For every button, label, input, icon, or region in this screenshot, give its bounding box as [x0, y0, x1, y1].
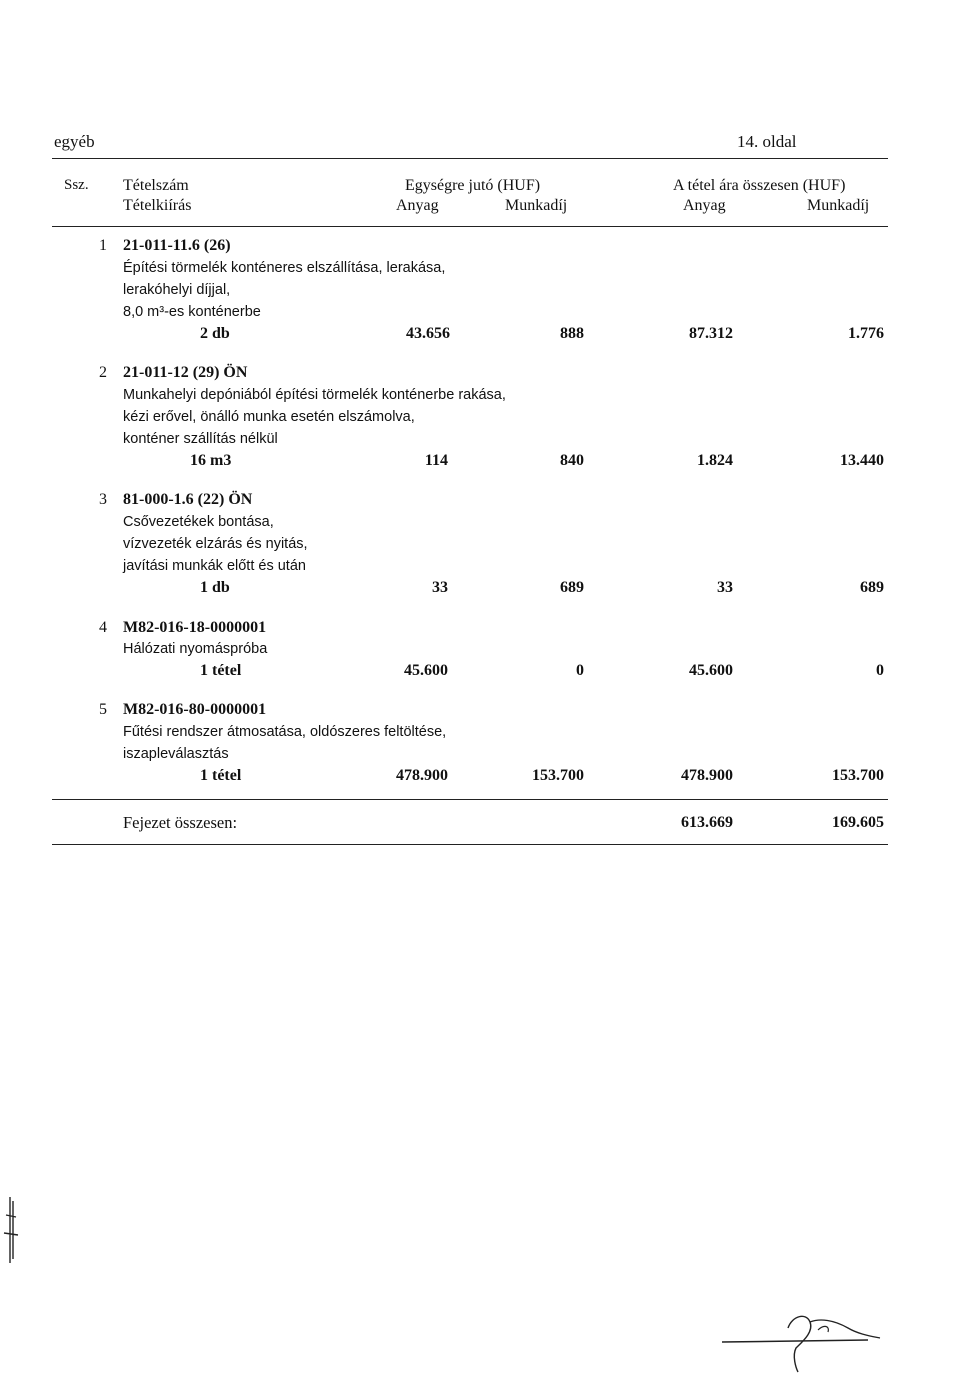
item-description-line: kézi erővel, önálló munka esetén elszámolva,	[123, 409, 415, 425]
total-munkadij-value: 1.776	[848, 325, 884, 342]
item-description-line: Hálózati nyomáspróba	[123, 641, 268, 657]
unit-munkadij-value: 689	[560, 579, 584, 596]
item-description-line: konténer szállítás nélkül	[123, 431, 278, 447]
item-quantity: 1 tétel	[200, 662, 242, 679]
total-anyag-value: 33	[717, 579, 733, 596]
item-description-line: iszapleválasztás	[123, 746, 229, 762]
total-anyag-value: 478.900	[681, 767, 733, 784]
document-category-label: egyéb	[54, 132, 95, 151]
total-munkadij-value: 0	[876, 662, 884, 679]
column-header-total-anyag: Anyag	[683, 197, 726, 214]
total-rule-top	[52, 799, 888, 800]
unit-munkadij-value: 840	[560, 452, 584, 469]
item-quantity: 1 tétel	[200, 767, 242, 784]
item-number: 4	[99, 619, 107, 636]
chapter-total-munkadij: 169.605	[832, 814, 884, 831]
item-quantity: 16 m3	[190, 452, 232, 469]
total-munkadij-value: 13.440	[840, 452, 884, 469]
total-rule-bottom	[52, 844, 888, 845]
signature-icon	[718, 1298, 888, 1378]
column-header-ssz: Ssz.	[64, 177, 89, 193]
column-header-tetelkiiras: Tételkiírás	[123, 197, 192, 214]
unit-munkadij-value: 888	[560, 325, 584, 342]
total-munkadij-value: 689	[860, 579, 884, 596]
item-description-line: javítási munkák előtt és után	[123, 558, 306, 574]
unit-anyag-value: 114	[424, 452, 448, 469]
chapter-total-anyag: 613.669	[681, 814, 733, 831]
unit-anyag-value: 43.656	[406, 325, 450, 342]
unit-anyag-value: 478.900	[396, 767, 448, 784]
item-number: 1	[99, 237, 107, 254]
item-number: 2	[99, 364, 107, 381]
unit-munkadij-value: 0	[576, 662, 584, 679]
item-description-line: Munkahelyi depóniából építési törmelék konténerbe rakása,	[123, 387, 506, 403]
item-code: 21-011-11.6 (26)	[123, 237, 231, 254]
item-quantity: 2 db	[200, 325, 230, 342]
column-header-total-munkadij: Munkadíj	[807, 197, 870, 214]
chapter-total-label: Fejezet összesen:	[123, 813, 238, 832]
item-number: 3	[99, 491, 107, 508]
unit-anyag-value: 33	[432, 579, 448, 596]
column-header-unit-price: Egységre jutó (HUF)	[405, 177, 541, 194]
item-description-line: lerakóhelyi díjjal,	[123, 282, 231, 298]
item-code: 81-000-1.6 (22) ÖN	[123, 491, 253, 508]
item-code: 21-011-12 (29) ÖN	[123, 364, 248, 381]
item-number: 5	[99, 701, 107, 718]
total-anyag-value: 87.312	[689, 325, 733, 342]
item-description-line: vízvezeték elzárás és nyitás,	[123, 536, 308, 552]
item-code: M82-016-18-0000001	[123, 619, 267, 636]
item-description-line: Építési törmelék konténeres elszállítása, lerakása,	[123, 260, 446, 276]
item-quantity: 1 db	[200, 579, 230, 596]
total-anyag-value: 1.824	[697, 452, 733, 469]
header-rule	[52, 158, 888, 159]
item-code: M82-016-80-0000001	[123, 701, 267, 718]
column-header-unit-anyag: Anyag	[396, 197, 439, 214]
unit-munkadij-value: 153.700	[532, 767, 584, 784]
unit-anyag-value: 45.600	[404, 662, 448, 679]
item-description-line: Fűtési rendszer átmosatása, oldószeres feltöltése,	[123, 724, 447, 740]
item-description-line: Csővezetékek bontása,	[123, 514, 274, 530]
column-header-rule	[52, 226, 888, 227]
total-anyag-value: 45.600	[689, 662, 733, 679]
column-header-unit-munkadij: Munkadíj	[505, 197, 568, 214]
item-description-line: 8,0 m³-es konténerbe	[123, 304, 261, 320]
binding-mark	[0, 1195, 22, 1265]
column-header-total-price: A tétel ára összesen (HUF)	[673, 177, 846, 194]
column-header-tetelszam: Tételszám	[123, 177, 189, 194]
page-number: 14. oldal	[737, 132, 797, 151]
total-munkadij-value: 153.700	[832, 767, 884, 784]
